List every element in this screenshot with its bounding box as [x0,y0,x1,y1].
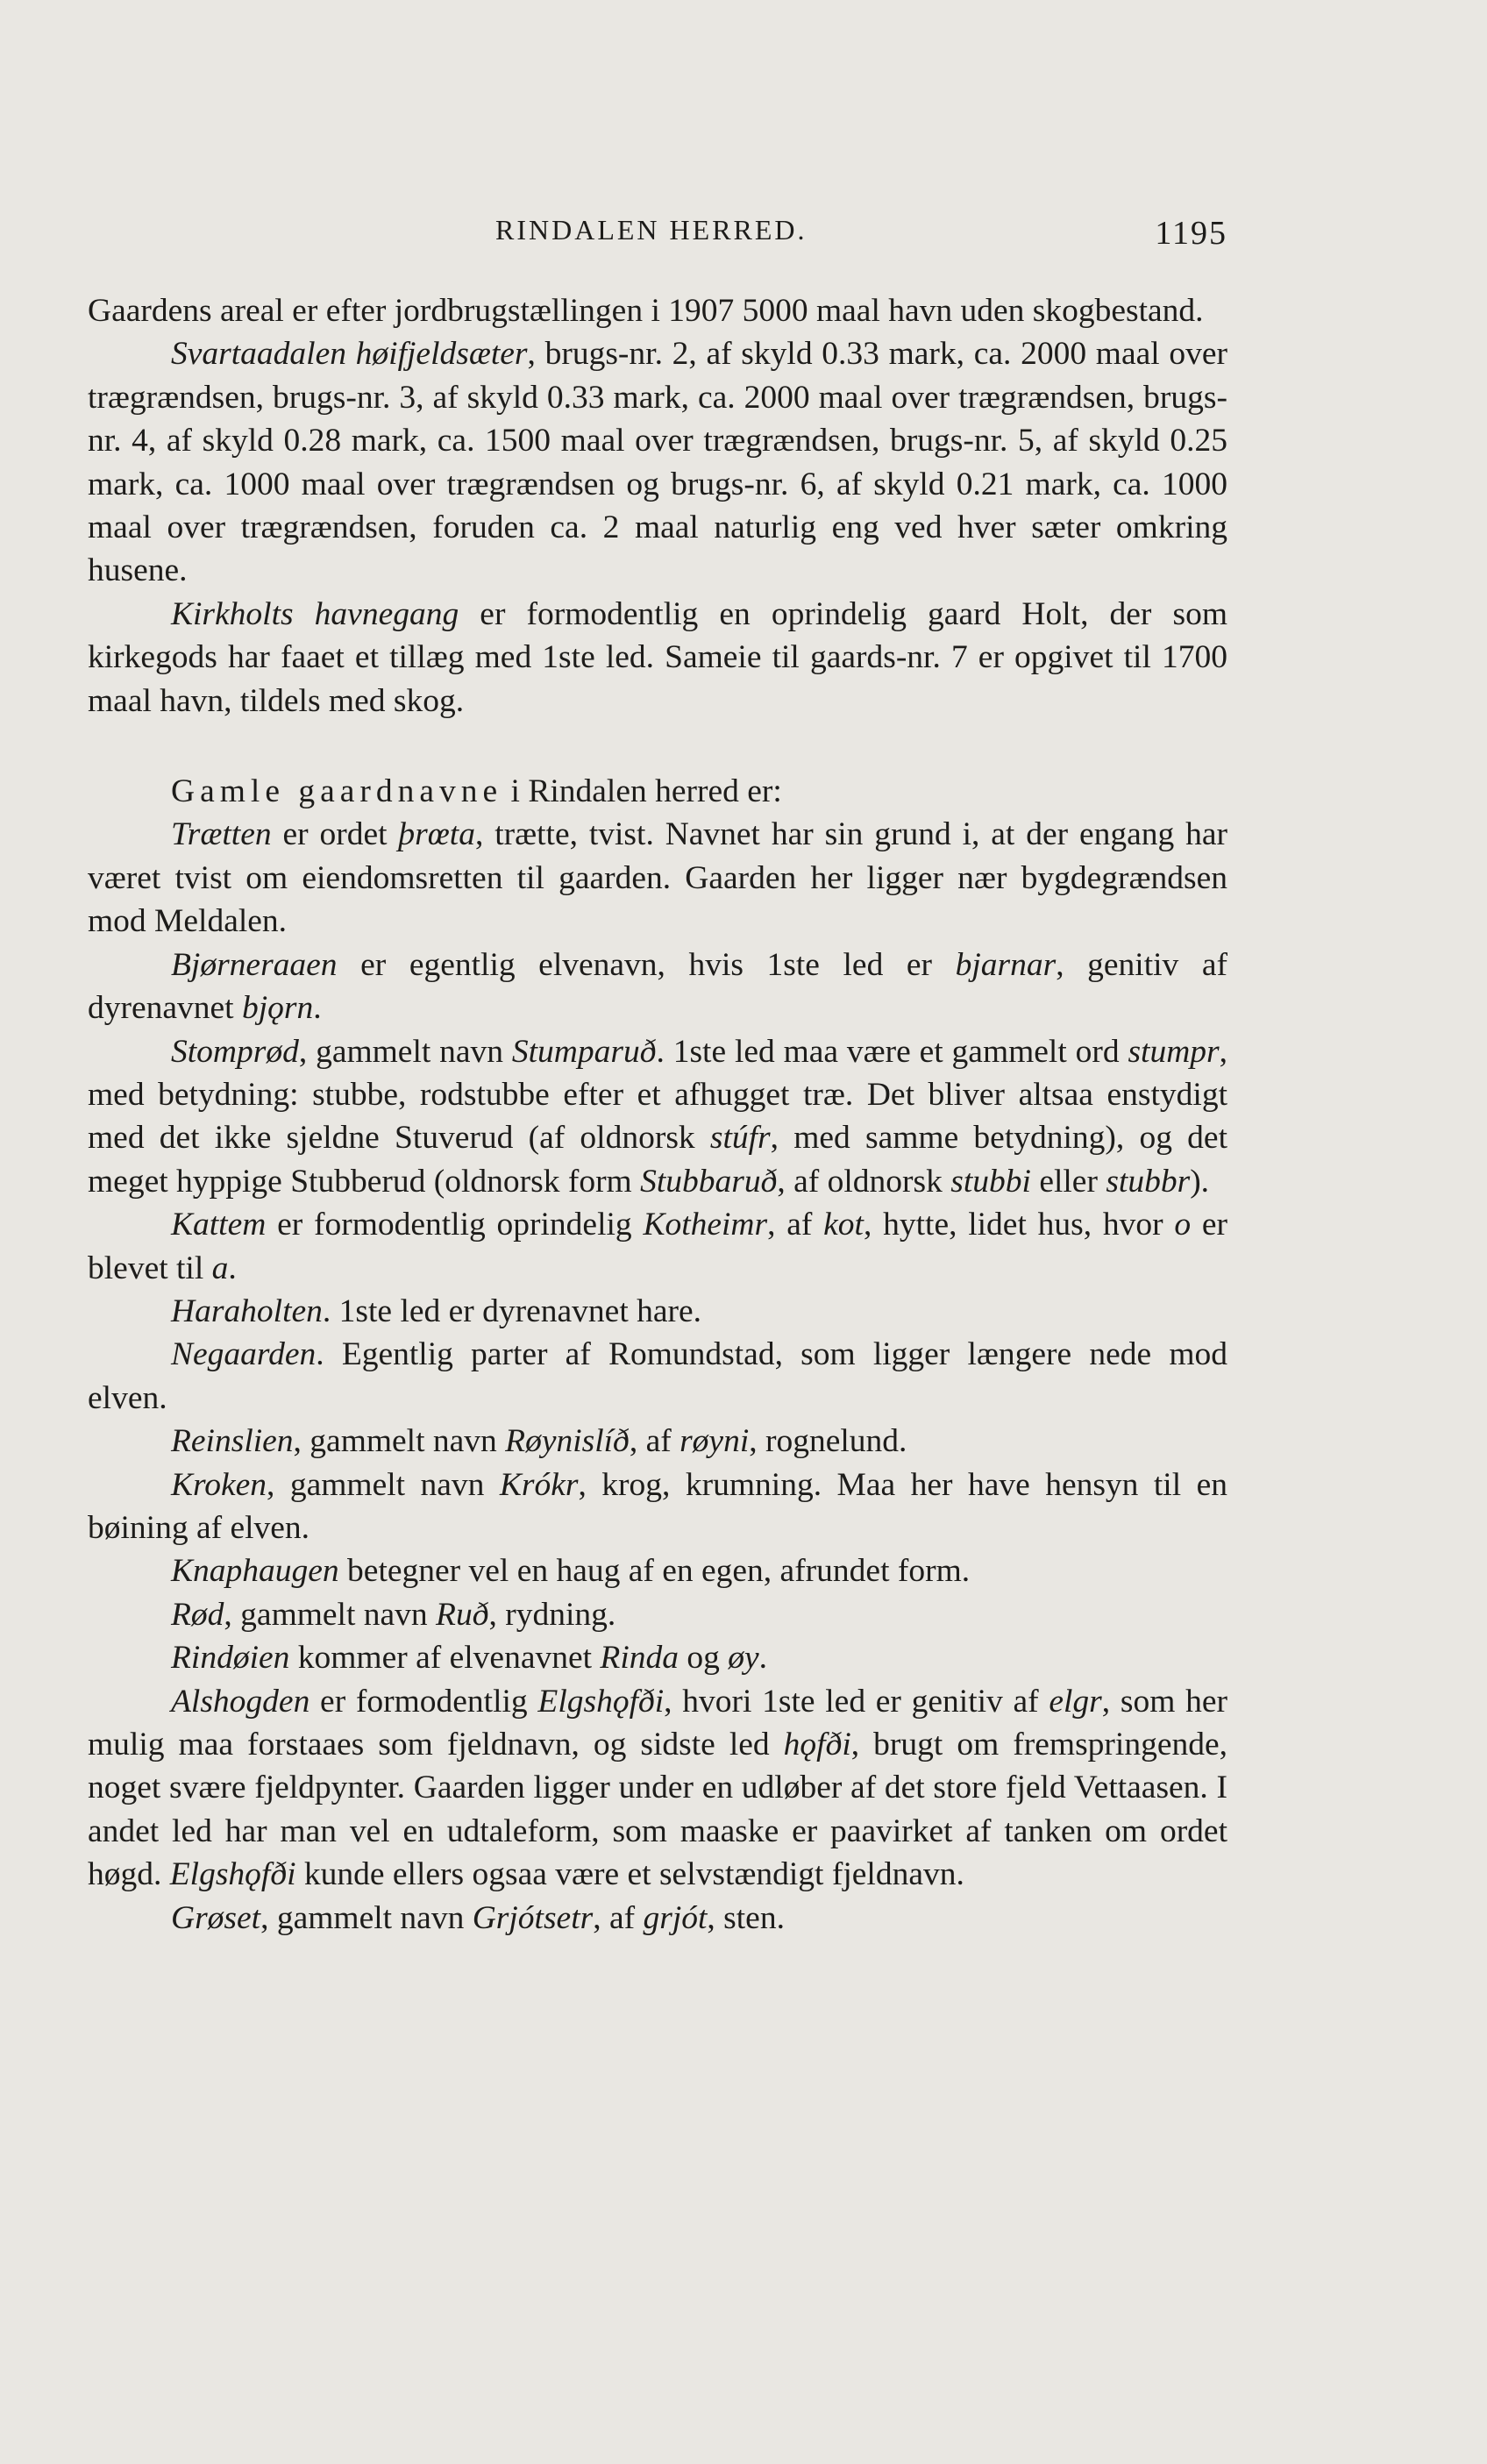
paragraph [88,944,1227,1030]
italic-term: Kroken [171,1466,267,1503]
text-run: , genitiv af dyrenavnet [88,946,1227,1027]
italic-term: kot [823,1207,864,1243]
italic-term: stúfr [709,1120,771,1157]
text-run: betegner vel en haug af en egen, afrundet form. [338,1553,971,1590]
paragraph [88,1593,1227,1636]
text-run: . Egentlig parter af Romundstad, som ligger længere nede mod elven. [88,1336,1227,1416]
italic-term: Kirkholts havnegang [171,595,459,632]
italic-term: stumpr [1128,1033,1220,1070]
text-run: , trætte, tvist. Navnet har sin grund i, at der engang har været tvist om eiendomsretten til gaarden. Gaarden her ligger nær bygdegrændsen mod Meldalen. [88,816,1227,940]
italic-term: Stumparuð [511,1033,657,1070]
italic-term: Kotheimr [643,1207,768,1243]
italic-term: Stomprød [171,1033,299,1070]
text-run: . [228,1250,237,1286]
italic-term: hǫfði [783,1727,851,1763]
text-run: , af [593,1899,644,1936]
text-run: kommer af elvenavnet [289,1640,601,1677]
italic-term: o [1174,1207,1192,1243]
italic-term: bjarnar [955,946,1057,983]
text-run: Gaardens areal er efter jordbrugstællingen i 1907 5000 maal havn uden skogbestand. [88,293,1204,329]
text-run: og [679,1640,729,1677]
text-run: er formodentlig [309,1683,538,1720]
italic-term: Rinda [600,1640,679,1677]
text-run: i Rindalen herred er: [502,773,782,810]
text-run: , brugt om fremspringende, noget svære fjeldpynter. Gaarden ligger under en udløber af det store fjeld Vettaasen. I andet led har man vel en udtaleform, som maaske er paavirket af tanken om ordet høgd. [88,1727,1227,1893]
text-run: er blevet til [88,1207,1227,1286]
paragraph [88,1680,1227,1897]
italic-term: Negaarden [171,1336,317,1373]
italic-term: Elgshǫfði [169,1856,296,1893]
italic-term: Trætten [171,816,272,853]
italic-term: stubbr [1106,1163,1191,1200]
italic-term: røyni [679,1423,750,1460]
text-run: eller [1030,1163,1106,1200]
text-run: er ordet [271,816,399,853]
paragraph [88,813,1227,943]
italic-term: Svartaadalen høifjeldsæter [171,336,528,373]
text-run: , gammelt navn [224,1596,437,1633]
page-header [88,214,1227,267]
paragraph [88,1463,1227,1550]
text-run: , gammelt navn [293,1423,506,1460]
paragraph [88,1897,1227,1940]
italic-term: Bjørneraaen [171,946,338,983]
text-run: , gammelt navn [298,1033,512,1070]
paragraph [88,770,1227,813]
italic-term: Ruð [436,1596,489,1633]
paragraph [88,1420,1227,1463]
italic-term: Reinslien [171,1423,294,1460]
text-run: , med samme betydning), og det meget hyppige Stubberud (oldnorsk form [88,1120,1227,1200]
body-text [88,289,1227,1940]
paragraph [88,1636,1227,1679]
page-number: 1195 [1155,215,1227,252]
text-run: . 1ste led maa være et gammelt ord [656,1033,1128,1070]
text-run: . [313,990,322,1027]
text-run: , af oldnorsk [777,1163,951,1200]
paragraph [88,1203,1227,1290]
text-run: , gammelt navn [260,1899,473,1936]
text-run: , krog, krumning. Maa her have hensyn til en bøining af elven. [88,1466,1227,1546]
paragraph [88,1549,1227,1592]
italic-term: Alshogden [171,1683,310,1720]
paragraph [88,1030,1227,1204]
text-run: , hytte, lidet hus, hvor [863,1207,1175,1243]
text-run: er egentlig elvenavn, hvis 1ste led er [337,946,956,983]
paragraph [88,593,1227,723]
italic-term: elgr [1049,1683,1102,1720]
text-run: , som her mulig maa forstaaes som fjeldnavn, og sidste led [88,1683,1227,1763]
paragraph [88,289,1227,332]
text-run: kunde ellers ogsaa være et selvstændigt fjeldnavn. [295,1856,964,1893]
text-run: . [758,1640,768,1677]
text-run: , af [767,1207,824,1243]
italic-term: Knaphaugen [171,1553,339,1590]
italic-term: bjǫrn [241,990,314,1027]
italic-term: grjót [643,1899,708,1936]
italic-term: Grjótsetr [472,1899,594,1936]
text-run: , hvori 1ste led er genitiv af [664,1683,1049,1720]
italic-term: Krókr [499,1466,579,1503]
paragraph [88,1290,1227,1333]
text-run: , af [629,1423,680,1460]
paragraph [88,332,1227,592]
italic-term: a [211,1250,229,1286]
italic-term: Kattem [171,1207,267,1243]
italic-term: þrœta [398,816,475,853]
text-run: , sten. [707,1899,785,1936]
italic-term: Røynislíð [505,1423,630,1460]
italic-term: Rød [171,1596,224,1633]
text-run: , rognelund. [749,1423,907,1460]
italic-term: Elgshǫfði [537,1683,665,1720]
italic-term: Rindøien [171,1640,290,1677]
text-run: er formodentlig oprindelig [266,1207,644,1243]
paragraph [88,1333,1227,1420]
italic-term: øy [728,1640,759,1677]
italic-term: stubbi [950,1163,1031,1200]
text-run: , brugs-nr. 2, af skyld 0.33 mark, ca. 2000 maal over trægrændsen, brugs-nr. 3, af skyld 0.33 mark, ca. 2000 maal over trægrændsen, brugs-nr. 4, af skyld 0.28 mark, ca. 1500 maal over trægrændsen, brugs-nr. 5, af skyld 0.25 mark, ca. 1000 maal over trægrændsen og brugs-nr. 6, af skyld 0.21 mark, ca. 1000 maal over trægrændsen, foruden ca. 2 maal naturlig eng ved hver sæter omkring husene. [88,336,1227,589]
italic-term: Haraholten [171,1293,323,1329]
text-run: , gammelt navn [267,1466,500,1503]
italic-term: Stubbaruð [640,1163,778,1200]
text-run: , med betydning: stubbe, rodstubbe efter et afhugget træ. Det bliver altsaa enstydigt med det ikke sjeldne Stuverud (af oldnorsk [88,1033,1228,1157]
text-run: Gamle gaardnavne [171,773,503,810]
text-run: er formodentlig en oprindelig gaard Holt, der som kirkegods har faaet et tillæg med 1ste led. Sameie til gaards-nr. 7 er opgivet til 1700 maal havn, tildels med skog. [88,595,1227,719]
running-title: RINDALEN HERRED. [495,214,808,246]
text-run: ). [1190,1163,1210,1200]
text-run: . 1ste led er dyrenavnet hare. [322,1293,702,1329]
italic-term: Grøset [171,1899,261,1936]
text-run: , rydning. [488,1596,616,1633]
